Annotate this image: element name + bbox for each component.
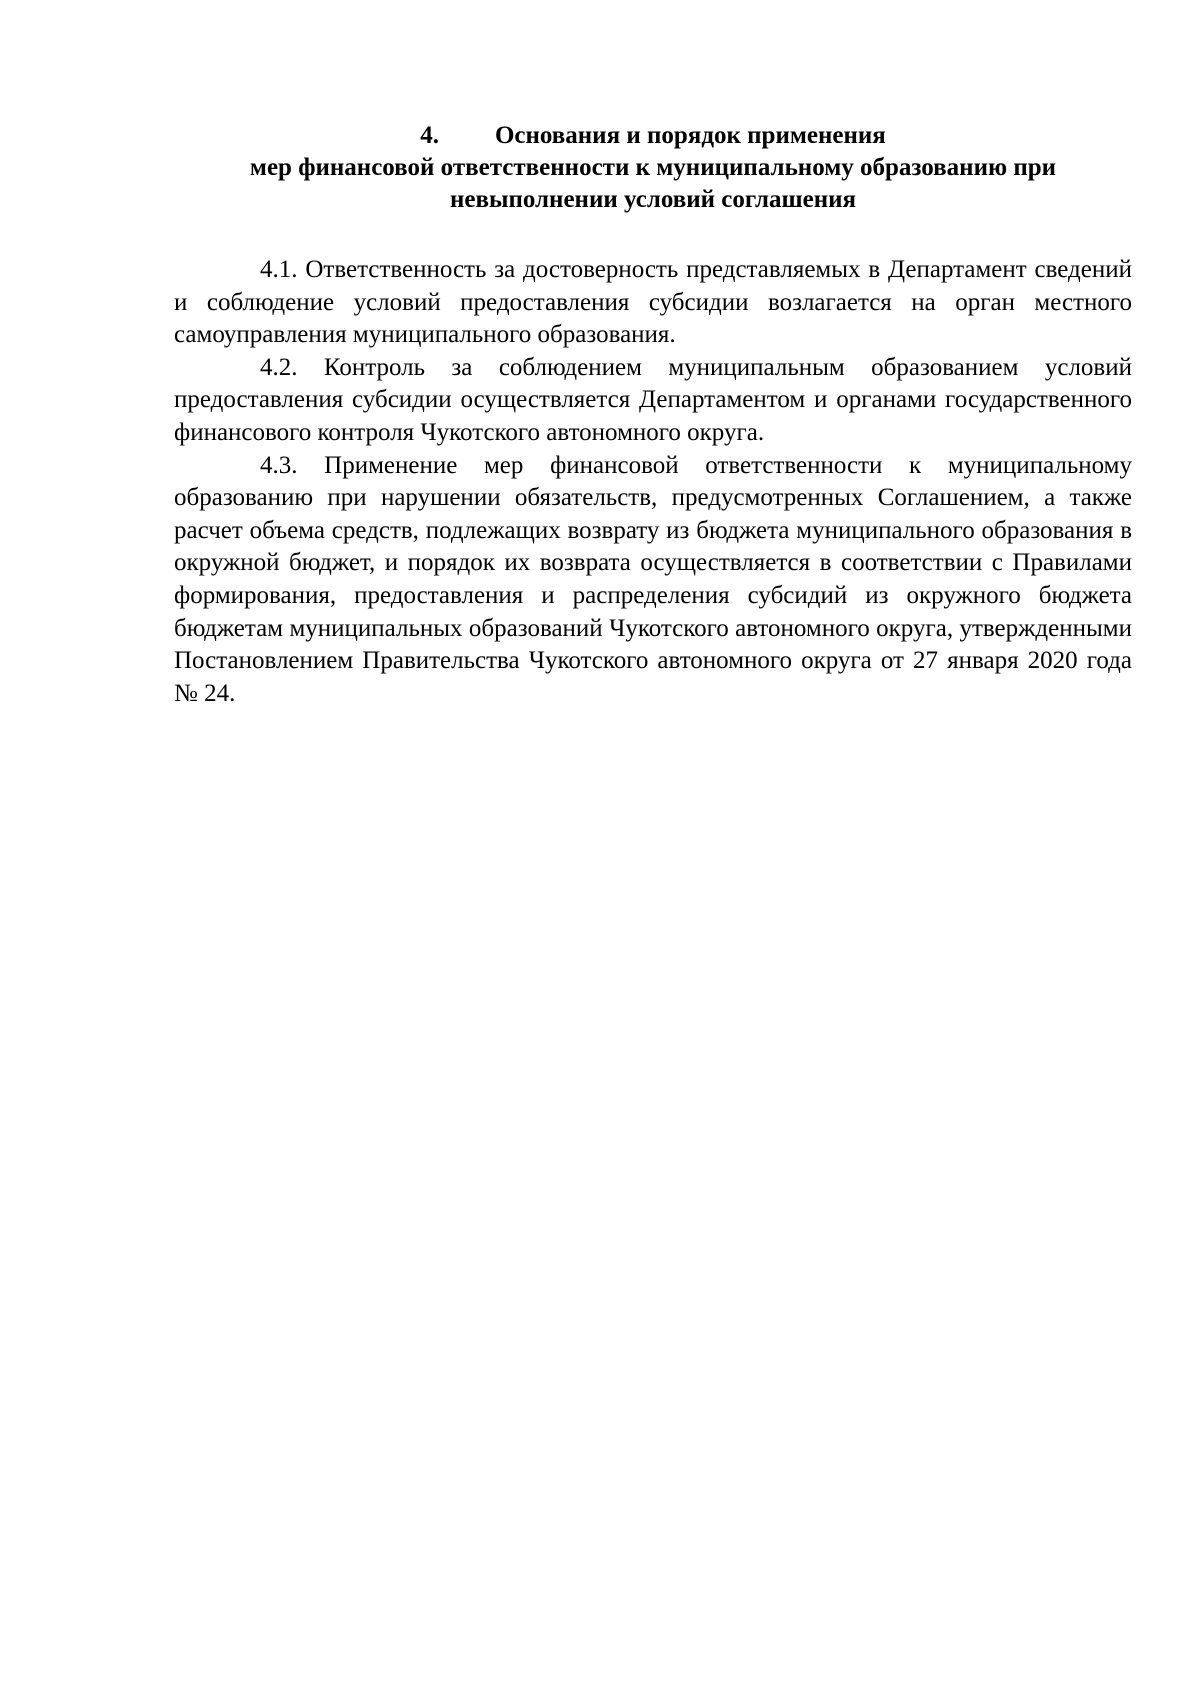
section-title-line-1: Основания и порядок применения <box>494 122 886 149</box>
section-title-line-2: мер финансовой ответственности к муниципальному образованию при <box>249 154 1057 181</box>
paragraph-4-1: 4.1. Ответственность за достоверность представляемых в Департамент сведений и соблюдение условий предоставления субсидии возлагается на орган местного самоуправления муниципального образования. <box>174 256 1132 349</box>
section-heading <box>174 120 1132 216</box>
paragraph-4-3: 4.3. Применение мер финансовой ответственности к муниципальному образованию при нарушении обязательств, предусмотренных Соглашением, а также расчет объема средств, подлежащих возврату из бюджета муниципального образования в окружной бюджет, и порядок их возврата осуществляется в соответствии с Правилами формирования, предоставления и распределения субсидий из окружного бюджета бюджетам муниципальных образований Чукотского автономного округа, утвержденными Постановлением Правительства Чукотского автономного округа от 27 января 2020 года № 24. <box>174 451 1132 707</box>
section-heading-line-1 <box>174 120 1132 152</box>
section-4 <box>174 120 1132 710</box>
section-number: 4. <box>420 122 439 149</box>
paragraph-4-2: 4.2. Контроль за соблюдением муниципальным образованием условий предоставления субсидии осуществляется Департаментом и органами государственного финансового контроля Чукотского автономного округа. <box>174 353 1132 446</box>
section-body <box>174 254 1132 710</box>
section-title-line-3: невыполнении условий соглашения <box>449 186 857 213</box>
